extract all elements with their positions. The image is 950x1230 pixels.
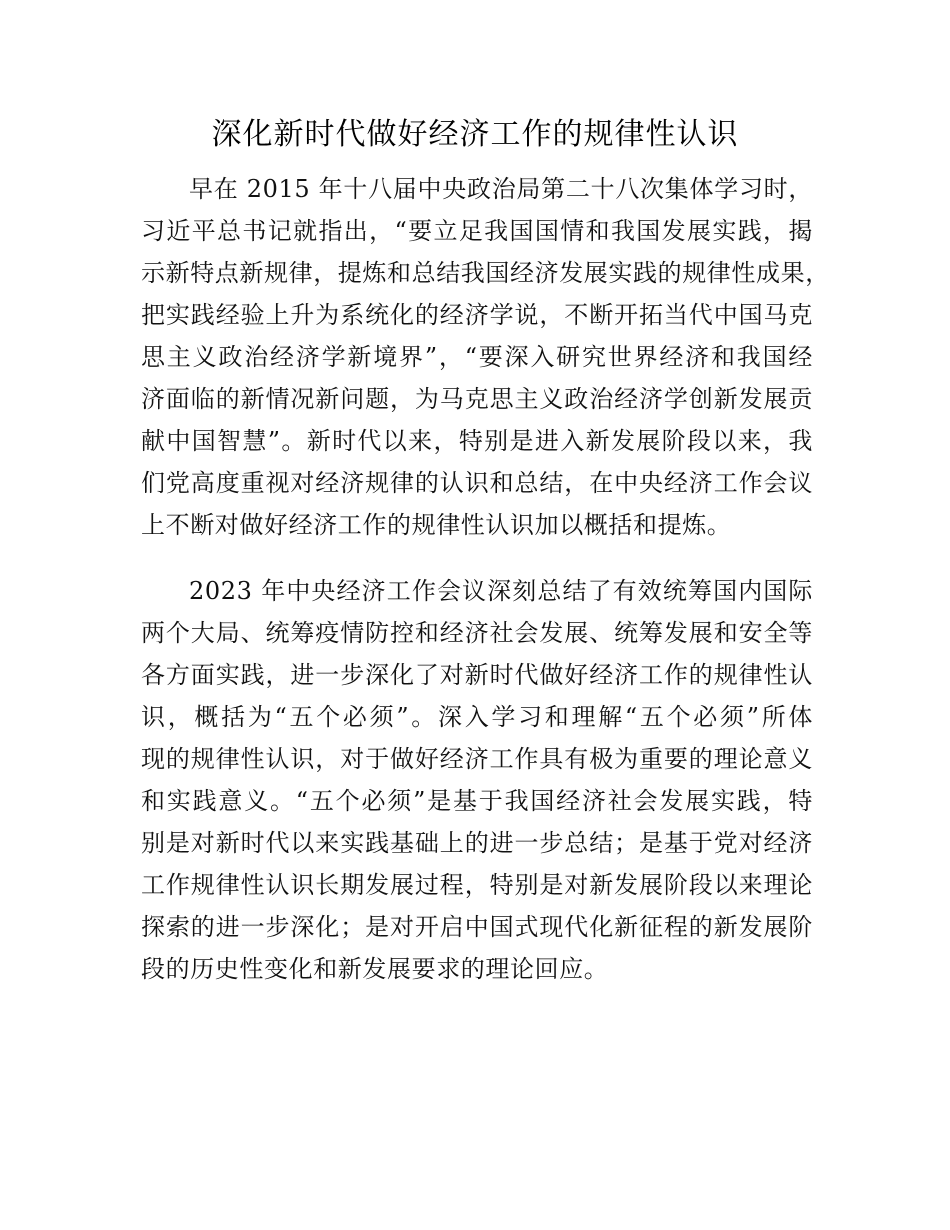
paragraph-line: 现的规律性认识，对于做好经济工作具有极为重要的理论意义 bbox=[141, 745, 813, 773]
paragraph-line: 习近平总书记就指出，“要立足我国国情和我国发展实践，揭 bbox=[141, 217, 813, 245]
paragraph-line: 探索的进一步深化；是对开启中国式现代化新征程的新发展阶 bbox=[141, 913, 813, 941]
paragraph-line: 上不断对做好经济工作的规律性认识加以概括和提炼。 bbox=[141, 511, 732, 539]
paragraph-line: 2023 年中央经济工作会议深刻总结了有效统筹国内国际 bbox=[189, 577, 813, 605]
paragraph-line: 别是对新时代以来实践基础上的进一步总结；是基于党对经济 bbox=[141, 829, 813, 857]
paragraph-2 bbox=[141, 570, 813, 990]
paragraph-line: 各方面实践，进一步深化了对新时代做好经济工作的规律性认 bbox=[141, 661, 813, 689]
paragraph-line: 两个大局、统筹疫情防控和经济社会发展、统筹发展和安全等 bbox=[141, 619, 813, 647]
paragraph-line: 献中国智慧”。新时代以来，特别是进入新发展阶段以来，我 bbox=[141, 427, 813, 455]
paragraph-line: 工作规律性认识长期发展过程，特别是对新发展阶段以来理论 bbox=[141, 871, 813, 899]
paragraph-line: 示新特点新规律，提炼和总结我国经济发展实践的规律性成果， bbox=[141, 259, 830, 287]
paragraph-line: 和实践意义。“五个必须”是基于我国经济社会发展实践，特 bbox=[141, 787, 813, 815]
paragraph-1 bbox=[141, 168, 830, 546]
paragraph-line: 早在 2015 年十八届中央政治局第二十八次集体学习时， bbox=[189, 175, 813, 203]
paragraph-line: 识，概括为“五个必须”。深入学习和理解“五个必须”所体 bbox=[141, 703, 813, 731]
document-title: 深化新时代做好经济工作的规律性认识 bbox=[211, 117, 739, 152]
paragraph-line: 们党高度重视对经济规律的认识和总结，在中央经济工作会议 bbox=[141, 469, 813, 497]
paragraph-line: 思主义政治经济学新境界”，“要深入研究世界经济和我国经 bbox=[141, 343, 813, 371]
paragraph-line: 把实践经验上升为系统化的经济学说，不断开拓当代中国马克 bbox=[141, 301, 813, 329]
paragraph-line: 段的历史性变化和新发展要求的理论回应。 bbox=[141, 955, 609, 983]
paragraph-line: 济面临的新情况新问题，为马克思主义政治经济学创新发展贡 bbox=[141, 385, 813, 413]
